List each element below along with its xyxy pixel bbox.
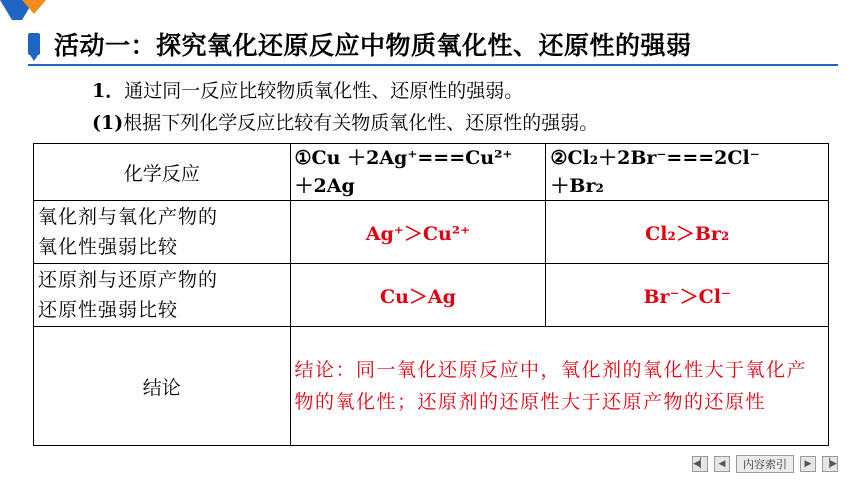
reaction-2-cell <box>546 144 829 201</box>
paragraph-2 <box>92 108 598 135</box>
oxidizer-label-line-1: 氧化剂与氧化产物的 <box>38 206 219 228</box>
reducer-label-line-2: 还原性强弱比较 <box>38 299 179 321</box>
table-row-oxidizer <box>34 201 829 264</box>
conclusion-text: 结论：同一氧化还原反应中，氧化剂的氧化性大于氧化产物的氧化性；还原剂的还原性大于还原产物的还原性 <box>290 327 828 446</box>
page-title: 活动一：探究氧化还原反应中物质氧化性、还原性的强弱 <box>54 31 692 60</box>
reducer-answer-1: Cu＞Ag <box>290 264 546 327</box>
oxidizer-label-cell <box>34 201 291 264</box>
conclusion-label: 结论 <box>34 327 291 446</box>
corner-logo-icon <box>0 0 48 28</box>
oxidizer-answer-2: Cl₂＞Br₂ <box>546 201 829 264</box>
reducer-label-cell <box>34 264 291 327</box>
reducer-answer-2: Br⁻＞Cl⁻ <box>546 264 829 327</box>
reaction-2-line-2: ＋Br₂ <box>550 175 604 197</box>
oxidizer-answer-1: Ag⁺＞Cu²⁺ <box>290 201 546 264</box>
previous-page-icon[interactable]: ◀ <box>714 456 730 472</box>
reaction-1-cell <box>290 144 546 201</box>
next-page-icon[interactable]: ▶ <box>800 456 816 472</box>
table-row-header <box>34 144 829 201</box>
first-page-icon[interactable]: ◀▏ <box>692 456 708 472</box>
reaction-1-line-1: ①Cu ＋2Ag⁺===Cu²⁺ <box>294 147 513 169</box>
header-cell-label: 化学反应 <box>34 144 291 201</box>
last-page-icon[interactable]: ▕▶ <box>822 456 838 472</box>
reducer-label-line-1: 还原剂与还原产物的 <box>38 269 219 291</box>
paragraph-1 <box>92 76 523 103</box>
header-bookmark-icon <box>28 33 40 55</box>
paragraph-1-number: 1． <box>92 80 125 102</box>
paragraph-2-text: 根据下列化学反应比较有关物质氧化性、还原性的强弱。 <box>123 112 599 134</box>
title-divider <box>28 64 838 66</box>
reaction-table <box>33 143 829 446</box>
paragraph-2-number: (1) <box>92 112 124 134</box>
table-row-reducer <box>34 264 829 327</box>
table-row-conclusion <box>34 327 829 446</box>
paragraph-1-text: 通过同一反应比较物质氧化性、还原性的强弱。 <box>124 80 524 102</box>
oxidizer-label-line-2: 氧化性强弱比较 <box>38 236 179 258</box>
reaction-1-line-2: ＋2Ag <box>294 175 355 197</box>
content-index-button[interactable]: 内容索引 <box>736 455 794 473</box>
slide-navigation <box>692 455 838 473</box>
reaction-2-line-1: ②Cl₂＋2Br⁻===2Cl⁻ <box>550 147 760 169</box>
